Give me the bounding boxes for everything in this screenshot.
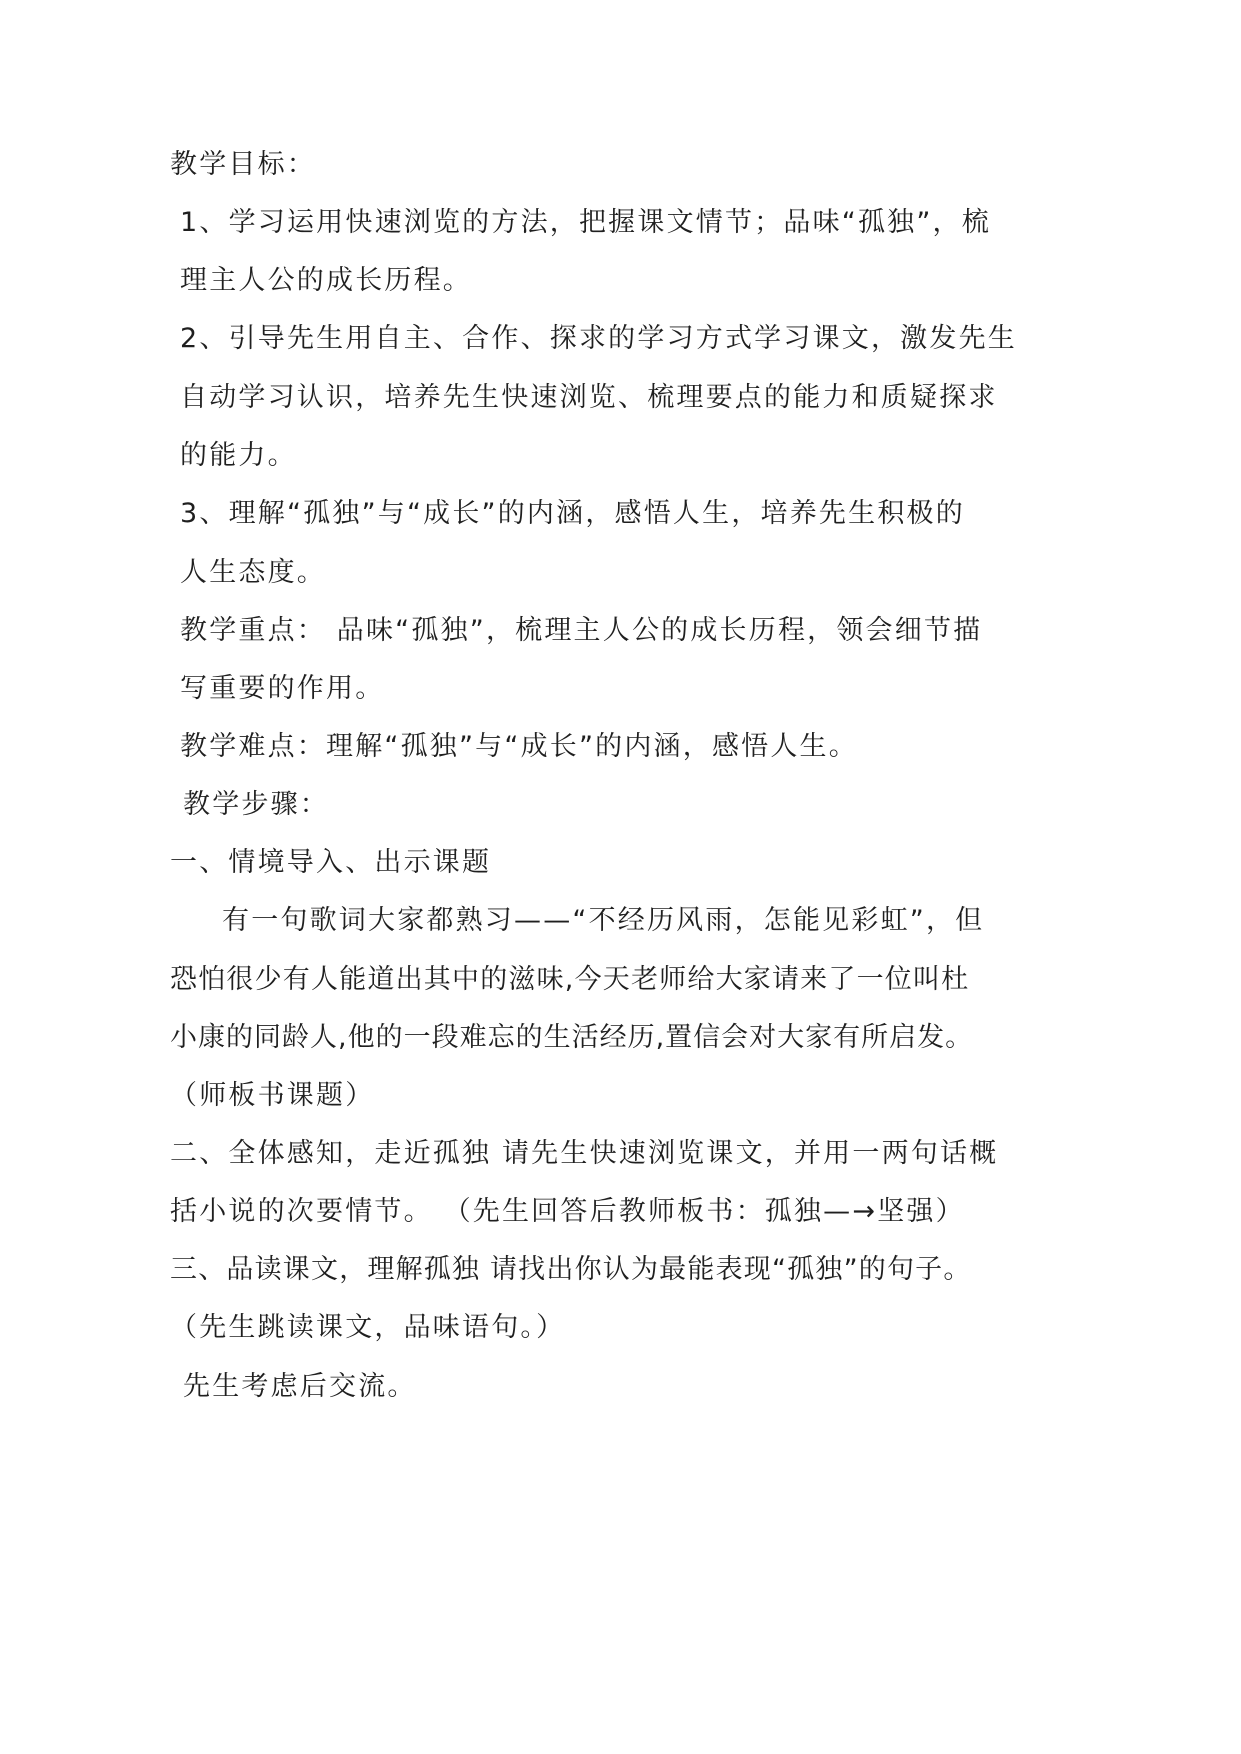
step-3-line-1: 三、品读课文，理解孤独 请找出你认为最能表现“孤独”的句子。 xyxy=(170,1254,972,1285)
goal-2-line-2: 自动学习认识，培养先生快速浏览、梳理要点的能力和质疑探求 xyxy=(180,382,998,413)
step-1-heading: 一、情境导入、出示课题 xyxy=(170,847,492,878)
step-2-line-2: 括小说的次要情节。 （先生回答后教师板书：孤独—→坚强） xyxy=(170,1196,965,1227)
goal-1-line-1: 1、学习运用快速浏览的方法，把握课文情节；品味“孤独”，梳 xyxy=(180,207,991,238)
step-2-line-1: 二、全体感知，走近孤独 请先生快速浏览课文，并用一两句话概 xyxy=(170,1138,999,1169)
goal-2-line-3: 的能力。 xyxy=(180,440,297,471)
step-1-line-3: 小康的同龄人,他的一段难忘的生活经历,置信会对大家有所启发。 xyxy=(170,1022,974,1053)
steps-heading: 教学步骤： xyxy=(183,789,329,820)
step-1-line-1: 有一句歌词大家都熟习——“不经历风雨，怎能见彩虹”，但 xyxy=(222,905,985,936)
key-point-line-1: 教学重点： 品味“孤独”，梳理主人公的成长历程，领会细节描 xyxy=(180,615,983,646)
key-point-line-2: 写重要的作用。 xyxy=(180,673,385,704)
goal-1-line-2: 理主人公的成长历程。 xyxy=(180,265,472,296)
goals-heading: 教学目标： xyxy=(170,149,316,180)
step-3-line-3: 先生考虑后交流。 xyxy=(183,1371,417,1402)
step-1-line-2: 恐怕很少有人能道出其中的滋味,今天老师给大家请来了一位叫杜 xyxy=(170,964,970,995)
step-3-line-2: （先生跳读课文，品味语句。） xyxy=(170,1312,566,1343)
difficulty-line: 教学难点：理解“孤独”与“成长”的内涵，感悟人生。 xyxy=(180,731,858,762)
goal-3-line-1: 3、理解“孤独”与“成长”的内涵，感悟人生，培养先生积极的 xyxy=(180,498,965,529)
goal-2-line-1: 2、引导先生用自主、合作、探求的学习方式学习课文，激发先生 xyxy=(180,323,1017,354)
goal-3-line-2: 人生态度。 xyxy=(180,557,326,588)
step-1-line-4: （师板书课题） xyxy=(170,1080,375,1111)
